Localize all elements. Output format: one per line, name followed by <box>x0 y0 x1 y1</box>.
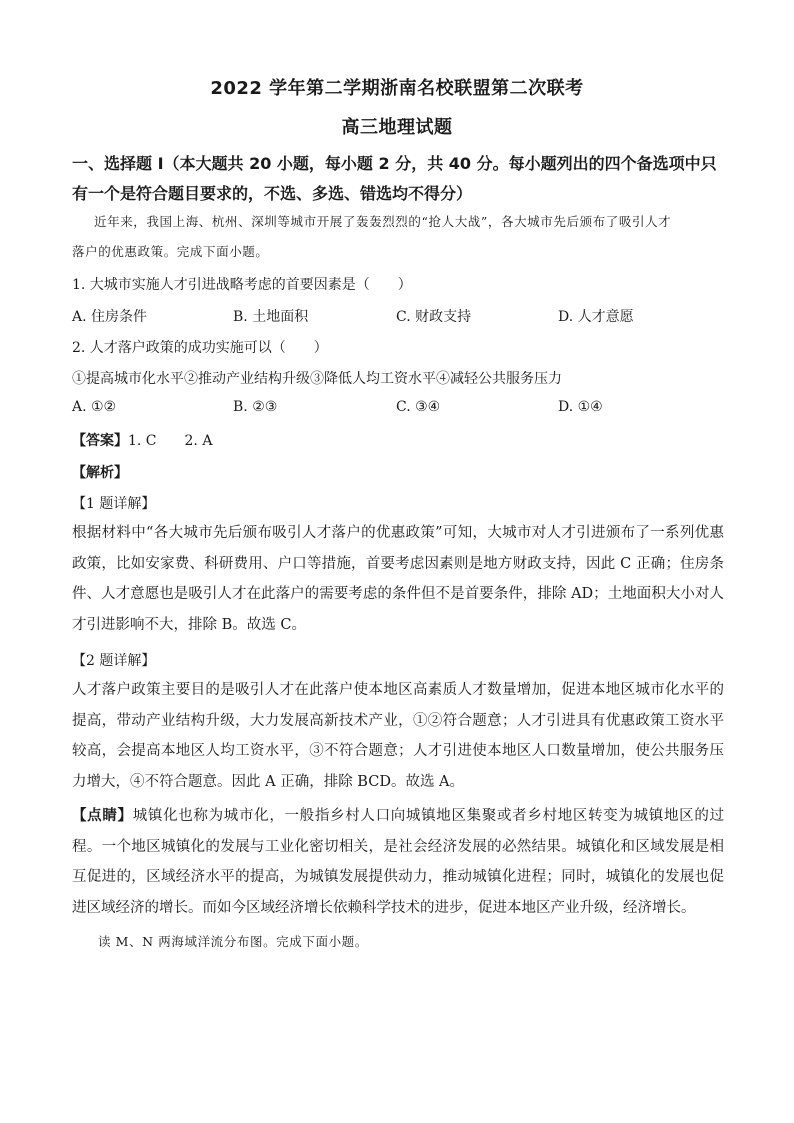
question-1-option-c: C. 财政支持 <box>396 309 472 325</box>
question-2-option-b: B. ②③ <box>233 399 278 415</box>
answer-line <box>72 430 212 450</box>
next-material: 读 M、N 两海域洋流分布图。完成下面小题。 <box>98 934 368 949</box>
analysis-label: 【解析】 <box>72 465 128 481</box>
intro-material-line-2: 落户的优惠政策。完成下面小题。 <box>72 244 269 259</box>
question-1-stem: 1. 大城市实施人才引进战略考虑的首要因素是（ ） <box>72 277 412 293</box>
section-heading: 一、选择题 I（本大题共 20 小题，每小题 2 分，共 40 分。每小题列出的四个备选项中只有一个是符合题目要求的，不选、多选、错选均不得分） <box>72 154 717 203</box>
question-2-statements: ①提高城市化水平②推动产业结构升级③降低人均工资水平④减轻公共服务压力 <box>72 371 562 387</box>
detail-1-label: 【1 题详解】 <box>72 496 156 512</box>
question-2-option-a: A. ①② <box>72 399 117 415</box>
comment-text: 城镇化也称为城市化，一般指乡村人口向城镇地区集聚或者乡村地区转变为城镇地区的过程。一个地区城镇化的发展与工业化密切相关，是社会经济发展的必然结果。城镇化和区域发展是相互促进的，区域经济水平的提高，为城镇发展提供动力，推动城镇化进程；同时，城镇化的发展也促进区域经济的增长。而如今区域经济增长依赖科学技术的进步，促进本地区产业升级，经济增长。 <box>72 808 725 916</box>
detail-2-text: 人才落户政策主要目的是吸引人才在此落户使本地区高素质人才数量增加，促进本地区城市化水平的提高，带动产业结构升级，大力发展高新技术产业，①②符合题意；人才引进具有优惠政策工资水平较高，会提高本地区人均工资水平，③不符合题意；人才引进使本地区人口数量增加，使公共服务压力增大，④不符合题意。因此 A 正确，排除 BCD。故选 A。 <box>72 682 724 790</box>
question-2-stem: 2. 人才落户政策的成功实施可以（ ） <box>72 340 328 356</box>
comment-label: 【点睛】 <box>72 807 133 824</box>
detail-1-text: 根据材料中“各大城市先后颁布吸引人才落户的优惠政策”可知，大城市对人才引进颁布了一系列优惠政策，比如安家费、科研费用、户口等措施，首要考虑因素则是地方财政支持，因此 C 正确；住房条件、人才意愿也是吸引人才在此落户的需要考虑的条件但不是首要条件，排除 AD；土地面积大小对人才引进影响不大，排除 B。故选 C。 <box>72 525 724 633</box>
question-1-option-a: A. 住房条件 <box>72 309 148 325</box>
question-1-option-d: D. 人才意愿 <box>558 309 634 325</box>
answer-label: 【答案】 <box>72 433 128 449</box>
comment-paragraph <box>72 801 724 923</box>
exam-title: 2022 学年第二学期浙南名校联盟第二次联考 <box>210 78 584 99</box>
exam-subtitle: 高三地理试题 <box>341 117 453 138</box>
question-1-option-b: B. 土地面积 <box>233 309 309 325</box>
question-2-option-c: C. ③④ <box>396 399 441 415</box>
detail-2-label: 【2 题详解】 <box>72 653 156 669</box>
intro-material-line-1: 近年来，我国上海、杭州、深圳等城市开展了轰轰烈烈的“抢人大战”，各大城市先后颁布了吸引人才 <box>94 214 672 229</box>
answer-text: 1. C 2. A <box>128 433 213 449</box>
question-2-option-d: D. ①④ <box>558 399 603 415</box>
